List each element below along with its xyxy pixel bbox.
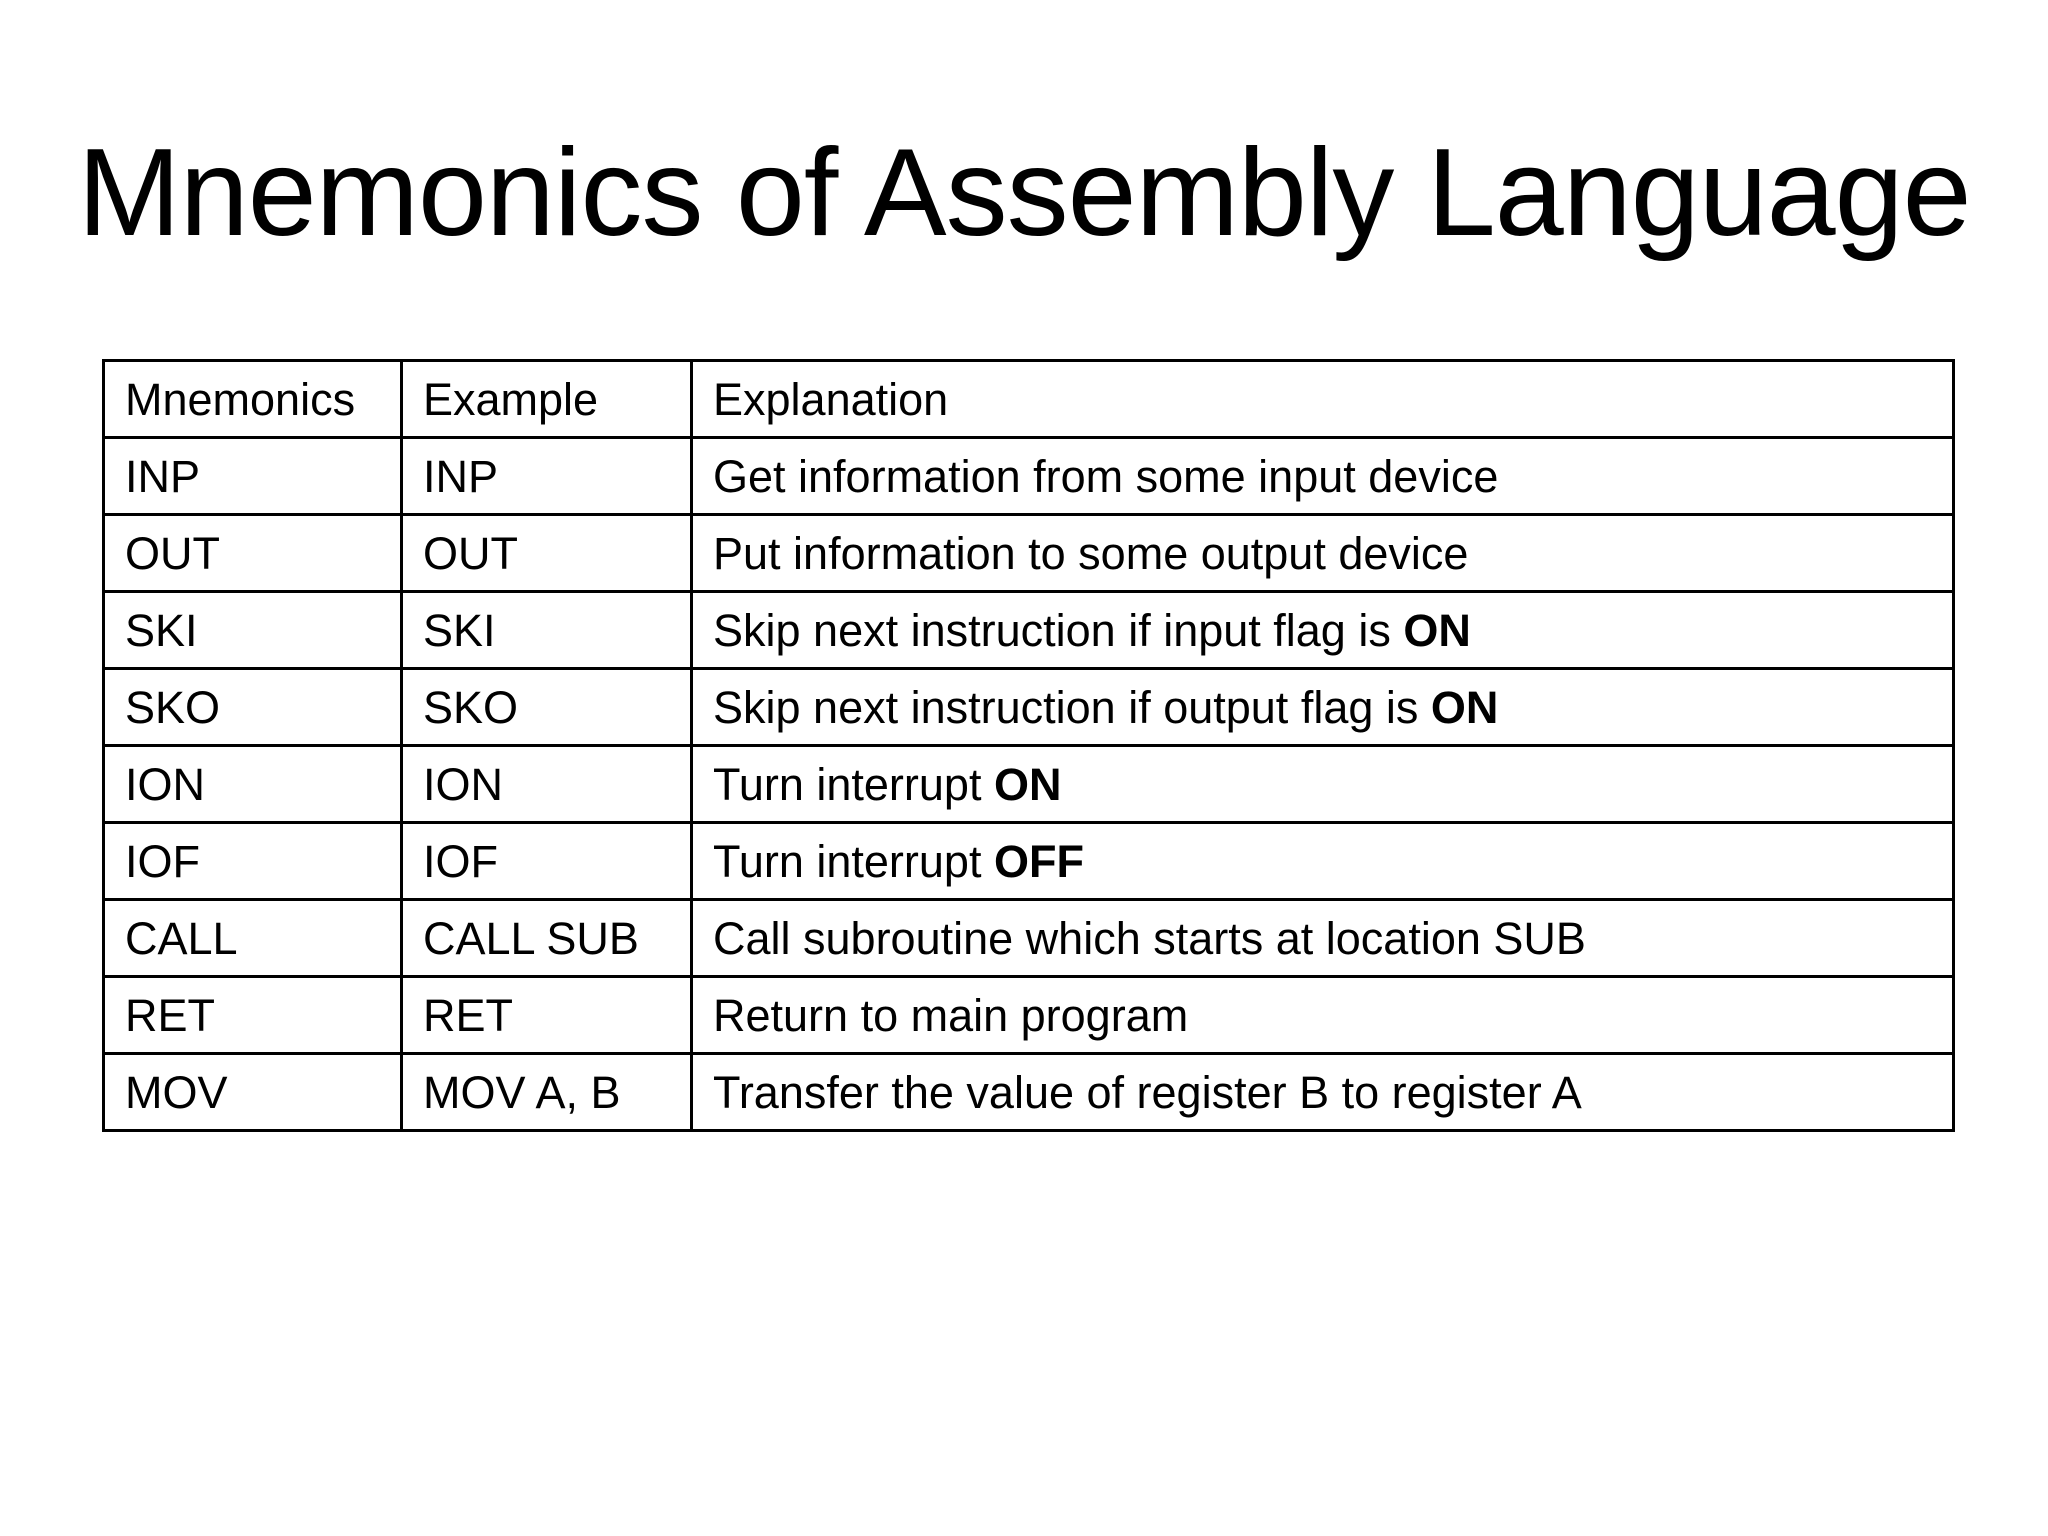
mnemonic-cell: OUT	[104, 515, 402, 592]
explanation-cell	[692, 977, 1954, 1054]
table-row	[104, 823, 1954, 900]
explanation-emphasis: ON	[1430, 681, 1499, 733]
mnemonic-cell: RET	[104, 977, 402, 1054]
explanation-text: Transfer the value of register B to register A	[713, 1066, 1582, 1118]
table-row	[104, 669, 1954, 746]
mnemonic-cell: SKI	[104, 592, 402, 669]
explanation-emphasis: ON	[993, 758, 1062, 810]
explanation-cell	[692, 592, 1954, 669]
table-row	[104, 900, 1954, 977]
table-row	[104, 592, 1954, 669]
table-row	[104, 1054, 1954, 1131]
explanation-text: Put information to some output device	[713, 527, 1469, 579]
header-mnemonics: Mnemonics	[104, 361, 402, 438]
mnemonic-cell: INP	[104, 438, 402, 515]
explanation-cell	[692, 669, 1954, 746]
mnemonic-cell: IOF	[104, 823, 402, 900]
table-row	[104, 977, 1954, 1054]
table-row	[104, 438, 1954, 515]
explanation-text: Get information from some input device	[713, 450, 1499, 502]
explanation-text: Skip next instruction if output flag is	[713, 681, 1431, 733]
example-cell: MOV A, B	[402, 1054, 692, 1131]
explanation-text: Skip next instruction if input flag is	[713, 604, 1404, 656]
header-explanation: Explanation	[692, 361, 1954, 438]
explanation-cell	[692, 823, 1954, 900]
table-row	[104, 746, 1954, 823]
explanation-text: Return to main program	[713, 989, 1189, 1041]
explanation-cell	[692, 515, 1954, 592]
example-cell: SKI	[402, 592, 692, 669]
example-cell: RET	[402, 977, 692, 1054]
mnemonics-table	[102, 359, 1955, 1132]
mnemonic-cell: SKO	[104, 669, 402, 746]
table-row	[104, 515, 1954, 592]
mnemonic-cell: ION	[104, 746, 402, 823]
header-example: Example	[402, 361, 692, 438]
explanation-cell	[692, 438, 1954, 515]
mnemonic-cell: MOV	[104, 1054, 402, 1131]
explanation-text: Turn interrupt	[713, 835, 994, 887]
example-cell: ION	[402, 746, 692, 823]
slide-title: Mnemonics of Assembly Language	[77, 124, 1971, 262]
example-cell: SKO	[402, 669, 692, 746]
explanation-emphasis: OFF	[993, 835, 1084, 887]
mnemonic-cell: CALL	[104, 900, 402, 977]
explanation-emphasis: ON	[1403, 604, 1471, 656]
example-cell: OUT	[402, 515, 692, 592]
example-cell: INP	[402, 438, 692, 515]
example-cell: CALL SUB	[402, 900, 692, 977]
explanation-cell	[692, 746, 1954, 823]
example-cell: IOF	[402, 823, 692, 900]
explanation-cell	[692, 1054, 1954, 1131]
explanation-text: Call subroutine which starts at location SUB	[713, 912, 1586, 964]
explanation-cell	[692, 900, 1954, 977]
explanation-text: Turn interrupt	[713, 758, 994, 810]
table-header-row	[104, 361, 1954, 438]
